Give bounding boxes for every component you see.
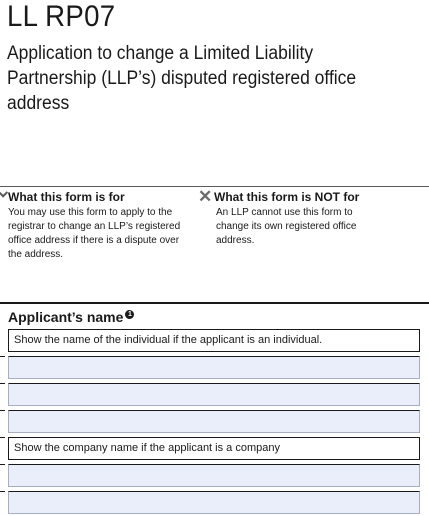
- individual-name-line-2[interactable]: [8, 383, 420, 406]
- note-badge: 1: [125, 310, 134, 319]
- edge-marker: [0, 491, 5, 492]
- section-divider: [0, 302, 429, 304]
- not-for-heading: What this form is NOT for: [214, 190, 360, 204]
- not-for-box: [198, 187, 398, 248]
- company-name-line-1[interactable]: [8, 464, 420, 487]
- company-name-line-2[interactable]: [8, 491, 420, 514]
- form-code: LL RP07: [7, 0, 116, 33]
- edge-marker: [0, 410, 5, 411]
- what-for-box: [0, 190, 190, 262]
- edge-marker: [0, 356, 5, 357]
- individual-instruction: Show the name of the individual if the applicant is an individual.: [8, 329, 420, 352]
- applicant-title: Applicant’s name: [8, 309, 124, 325]
- edge-marker: [0, 464, 5, 465]
- what-for-body: You may use this form to apply to the registrar to change an LLP’s registered office address if there is a dispute over the address.: [8, 207, 181, 260]
- individual-name-line-3[interactable]: [8, 410, 420, 433]
- edge-marker: [0, 383, 5, 384]
- edge-marker: [0, 437, 5, 438]
- top-divider: [0, 186, 429, 187]
- what-for-heading: What this form is for: [8, 190, 125, 204]
- form-title: Application to change a Limited Liability Partnership (LLP’s) disputed registered office address: [7, 43, 357, 114]
- cross-icon: ✕: [198, 187, 213, 206]
- company-instruction: Show the company name if the applicant is a company: [8, 437, 420, 460]
- not-for-body: An LLP cannot use this form to change its own registered office address.: [216, 207, 357, 246]
- individual-name-line-1[interactable]: [8, 356, 420, 379]
- not-for-heading-row: [198, 187, 398, 206]
- applicant-section-title: [8, 308, 134, 326]
